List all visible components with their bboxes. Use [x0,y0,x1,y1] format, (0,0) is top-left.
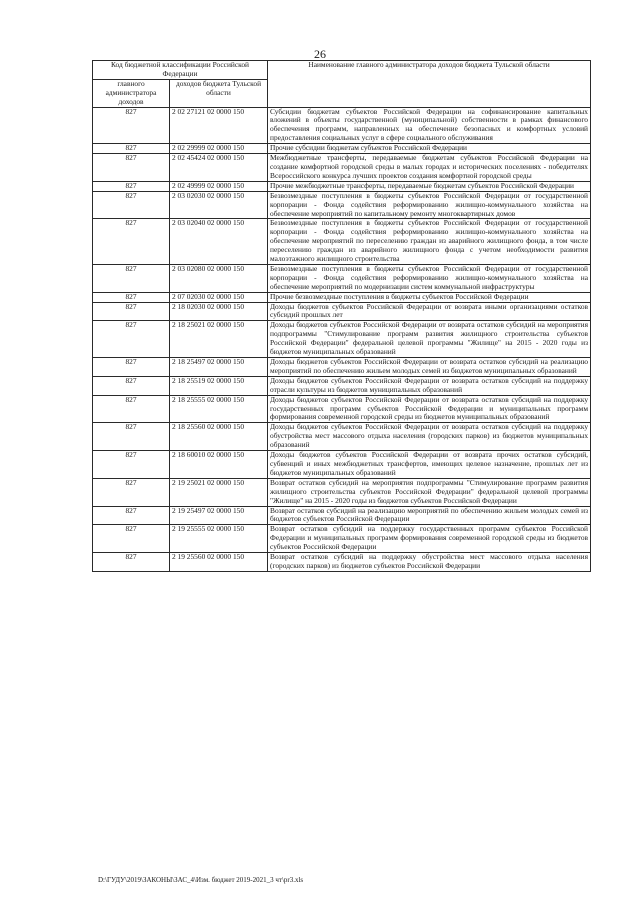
admin-code-cell: 827 [93,423,170,451]
admin-code-cell: 827 [93,107,170,144]
admin-code-cell: 827 [93,478,170,506]
header-bcc-group: Код бюджетной классификации Российской Федерации [93,61,268,80]
admin-code-cell: 827 [93,321,170,358]
revenue-name-cell: Доходы бюджетов субъектов Российской Федерации от возврата остатков субсидий на поддержку отрасли культуры из бюджетов муниципальных образований [268,376,591,395]
revenue-code-cell: 2 19 25497 02 0000 150 [170,506,268,525]
admin-code-cell: 827 [93,292,170,302]
table-row [93,451,591,479]
revenue-code-cell: 2 18 60010 02 0000 150 [170,451,268,479]
revenue-name-cell: Возврат остатков субсидий на мероприятия подпрограммы "Стимулирование программ развития жилищного строительства субъектов Российской Федерации" федеральной целевой программы "Жилище" на 2015 - 2020 годы из бюджетов субъектов Российской Федерации [268,478,591,506]
admin-code-cell: 827 [93,525,170,553]
table-row [93,376,591,395]
revenue-code-cell: 2 19 25560 02 0000 150 [170,553,268,572]
table-row [93,154,591,182]
revenue-name-cell: Доходы бюджетов субъектов Российской Федерации от возврата прочих остатков субсидий, субвенций и иных межбюджетных трансфертов, имеющих целевое назначение, прошлых лет из бюджетов муниципальных образований [268,451,591,479]
table-header-row [93,61,591,80]
revenue-code-cell: 2 02 27121 02 0000 150 [170,107,268,144]
revenue-name-cell: Субсидии бюджетам субъектов Российской Федерации на софинансирование капитальных вложений в объекты государственной (муниципальной) собственности в рамках финансового обеспечения программ, направленных на обеспечение безопасных и комфортных условий предоставления социальных услуг в сфере социального обслуживания [268,107,591,144]
admin-code-cell: 827 [93,506,170,525]
revenue-code-cell: 2 07 02030 02 0000 150 [170,292,268,302]
admin-code-cell: 827 [93,181,170,191]
admin-code-cell: 827 [93,264,170,292]
table-row [93,292,591,302]
revenue-name-cell: Возврат остатков субсидий на поддержку государственных программ субъектов Российской Федерации и муниципальных программ формирования современной городской среды из бюджетов субъектов Российской Федерации [268,525,591,553]
revenue-name-cell: Безвозмездные поступления в бюджеты субъектов Российской Федерации от государственной корпорации - Фонда содействия реформированию жилищно-коммунального хозяйства на обеспечение мероприятий по модернизации систем коммунальной инфраструктуры [268,264,591,292]
revenue-code-cell: 2 19 25021 02 0000 150 [170,478,268,506]
page-number: 26 [314,47,326,61]
admin-code-cell: 827 [93,451,170,479]
revenue-code-cell: 2 02 49999 02 0000 150 [170,181,268,191]
admin-code-cell: 827 [93,191,170,219]
table-row [93,302,591,321]
table-row [93,423,591,451]
revenue-name-cell: Доходы бюджетов субъектов Российской Федерации от возврата остатков субсидий на поддержку обустройства мест массового отдыха населения (городских парков) из бюджетов муниципальных образований [268,423,591,451]
revenue-code-cell: 2 03 02040 02 0000 150 [170,219,268,265]
admin-code-cell: 827 [93,395,170,423]
revenue-code-cell: 2 18 25519 02 0000 150 [170,376,268,395]
revenue-name-cell: Безвозмездные поступления в бюджеты субъектов Российской Федерации от государственной корпорации - Фонда содействия реформированию жилищно-коммунального хозяйства на обеспечение мероприятий по переселению граждан из аварийного жилищного фонда, в том числе переселению граждан из аварийного жилищного фонда с учетом необходимости развития малоэтажного жилищного строительства [268,219,591,265]
table-row [93,191,591,219]
revenue-name-cell: Прочие субсидии бюджетам субъектов Российской Федерации [268,144,591,154]
table-row [93,553,591,572]
file-path-footer: D:\ГУДУ\2019\ЗАКОНЫ\ЗАС_4\Изм. бюджет 2019-2021_3 чт\pr3.xls [98,876,304,884]
revenue-code-cell: 2 19 25555 02 0000 150 [170,525,268,553]
table-row [93,264,591,292]
revenue-name-cell: Безвозмездные поступления в бюджеты субъектов Российской Федерации от государственной корпорации - Фонда содействия реформированию жилищно-коммунального хозяйства на обеспечение мероприятий по капитальному ремонту многоквартирных домов [268,191,591,219]
revenue-classification-table [92,60,591,572]
revenue-code-cell: 2 02 45424 02 0000 150 [170,154,268,182]
admin-code-cell: 827 [93,219,170,265]
revenue-code-cell: 2 18 25497 02 0000 150 [170,358,268,377]
table-row [93,144,591,154]
table-row [93,525,591,553]
revenue-name-cell: Возврат остатков субсидий на реализацию мероприятий по обеспечению жильем молодых семей из бюджетов субъектов Российской Федерации [268,506,591,525]
admin-code-cell: 827 [93,553,170,572]
table-row [93,358,591,377]
revenue-name-cell: Прочие межбюджетные трансферты, передаваемые бюджетам субъектов Российской Федерации [268,181,591,191]
header-revenue-code: доходов бюджета Тульской области [170,79,268,107]
revenue-code-cell: 2 18 25021 02 0000 150 [170,321,268,358]
revenue-name-cell: Возврат остатков субсидий на поддержку обустройства мест массового отдыха населения (городских парков) из бюджетов субъектов Российской Федерации [268,553,591,572]
revenue-name-cell: Прочие безвозмездные поступления в бюджеты субъектов Российской Федерации [268,292,591,302]
revenue-name-cell: Межбюджетные трансферты, передаваемые бюджетам субъектов Российской Федерации на создание комфортной городской среды в малых городах и исторических поселениях - победителях Всероссийского конкурса лучших проектов создания комфортной городской среды [268,154,591,182]
table-row [93,395,591,423]
table-row [93,478,591,506]
table-row [93,181,591,191]
revenue-code-cell: 2 03 02030 02 0000 150 [170,191,268,219]
revenue-name-cell: Доходы бюджетов субъектов Российской Федерации от возврата остатков субсидий на реализацию мероприятий по обеспечению жильем молодых семей из бюджетов муниципальных образований [268,358,591,377]
admin-code-cell: 827 [93,376,170,395]
header-administrator-name: Наименование главного администратора доходов бюджета Тульской области [268,61,591,108]
revenue-code-cell: 2 18 25560 02 0000 150 [170,423,268,451]
revenue-code-cell: 2 18 25555 02 0000 150 [170,395,268,423]
revenue-code-cell: 2 03 02080 02 0000 150 [170,264,268,292]
revenue-name-cell: Доходы бюджетов субъектов Российской Федерации от возврата иными организациями остатков субсидий прошлых лет [268,302,591,321]
revenue-name-cell: Доходы бюджетов субъектов Российской Федерации от возврата остатков субсидий на мероприятия подпрограммы "Стимулирование программ развития жилищного строительства субъектов Российской Федерации" федеральной целевой программы "Жилище" на 2015 - 2020 годы из бюджетов муниципальных образований [268,321,591,358]
header-admin-code: главного администратора доходов [93,79,170,107]
admin-code-cell: 827 [93,358,170,377]
table-row [93,219,591,265]
admin-code-cell: 827 [93,144,170,154]
table-body [93,107,591,571]
table-row [93,506,591,525]
table-row [93,107,591,144]
table-row [93,321,591,358]
admin-code-cell: 827 [93,154,170,182]
revenue-code-cell: 2 18 02030 02 0000 150 [170,302,268,321]
revenue-name-cell: Доходы бюджетов субъектов Российской Федерации от возврата остатков субсидий на поддержку государственных программ субъектов Российской Федерации и муниципальных программ формирования современной городской среды из бюджетов муниципальных образований [268,395,591,423]
admin-code-cell: 827 [93,302,170,321]
revenue-code-cell: 2 02 29999 02 0000 150 [170,144,268,154]
